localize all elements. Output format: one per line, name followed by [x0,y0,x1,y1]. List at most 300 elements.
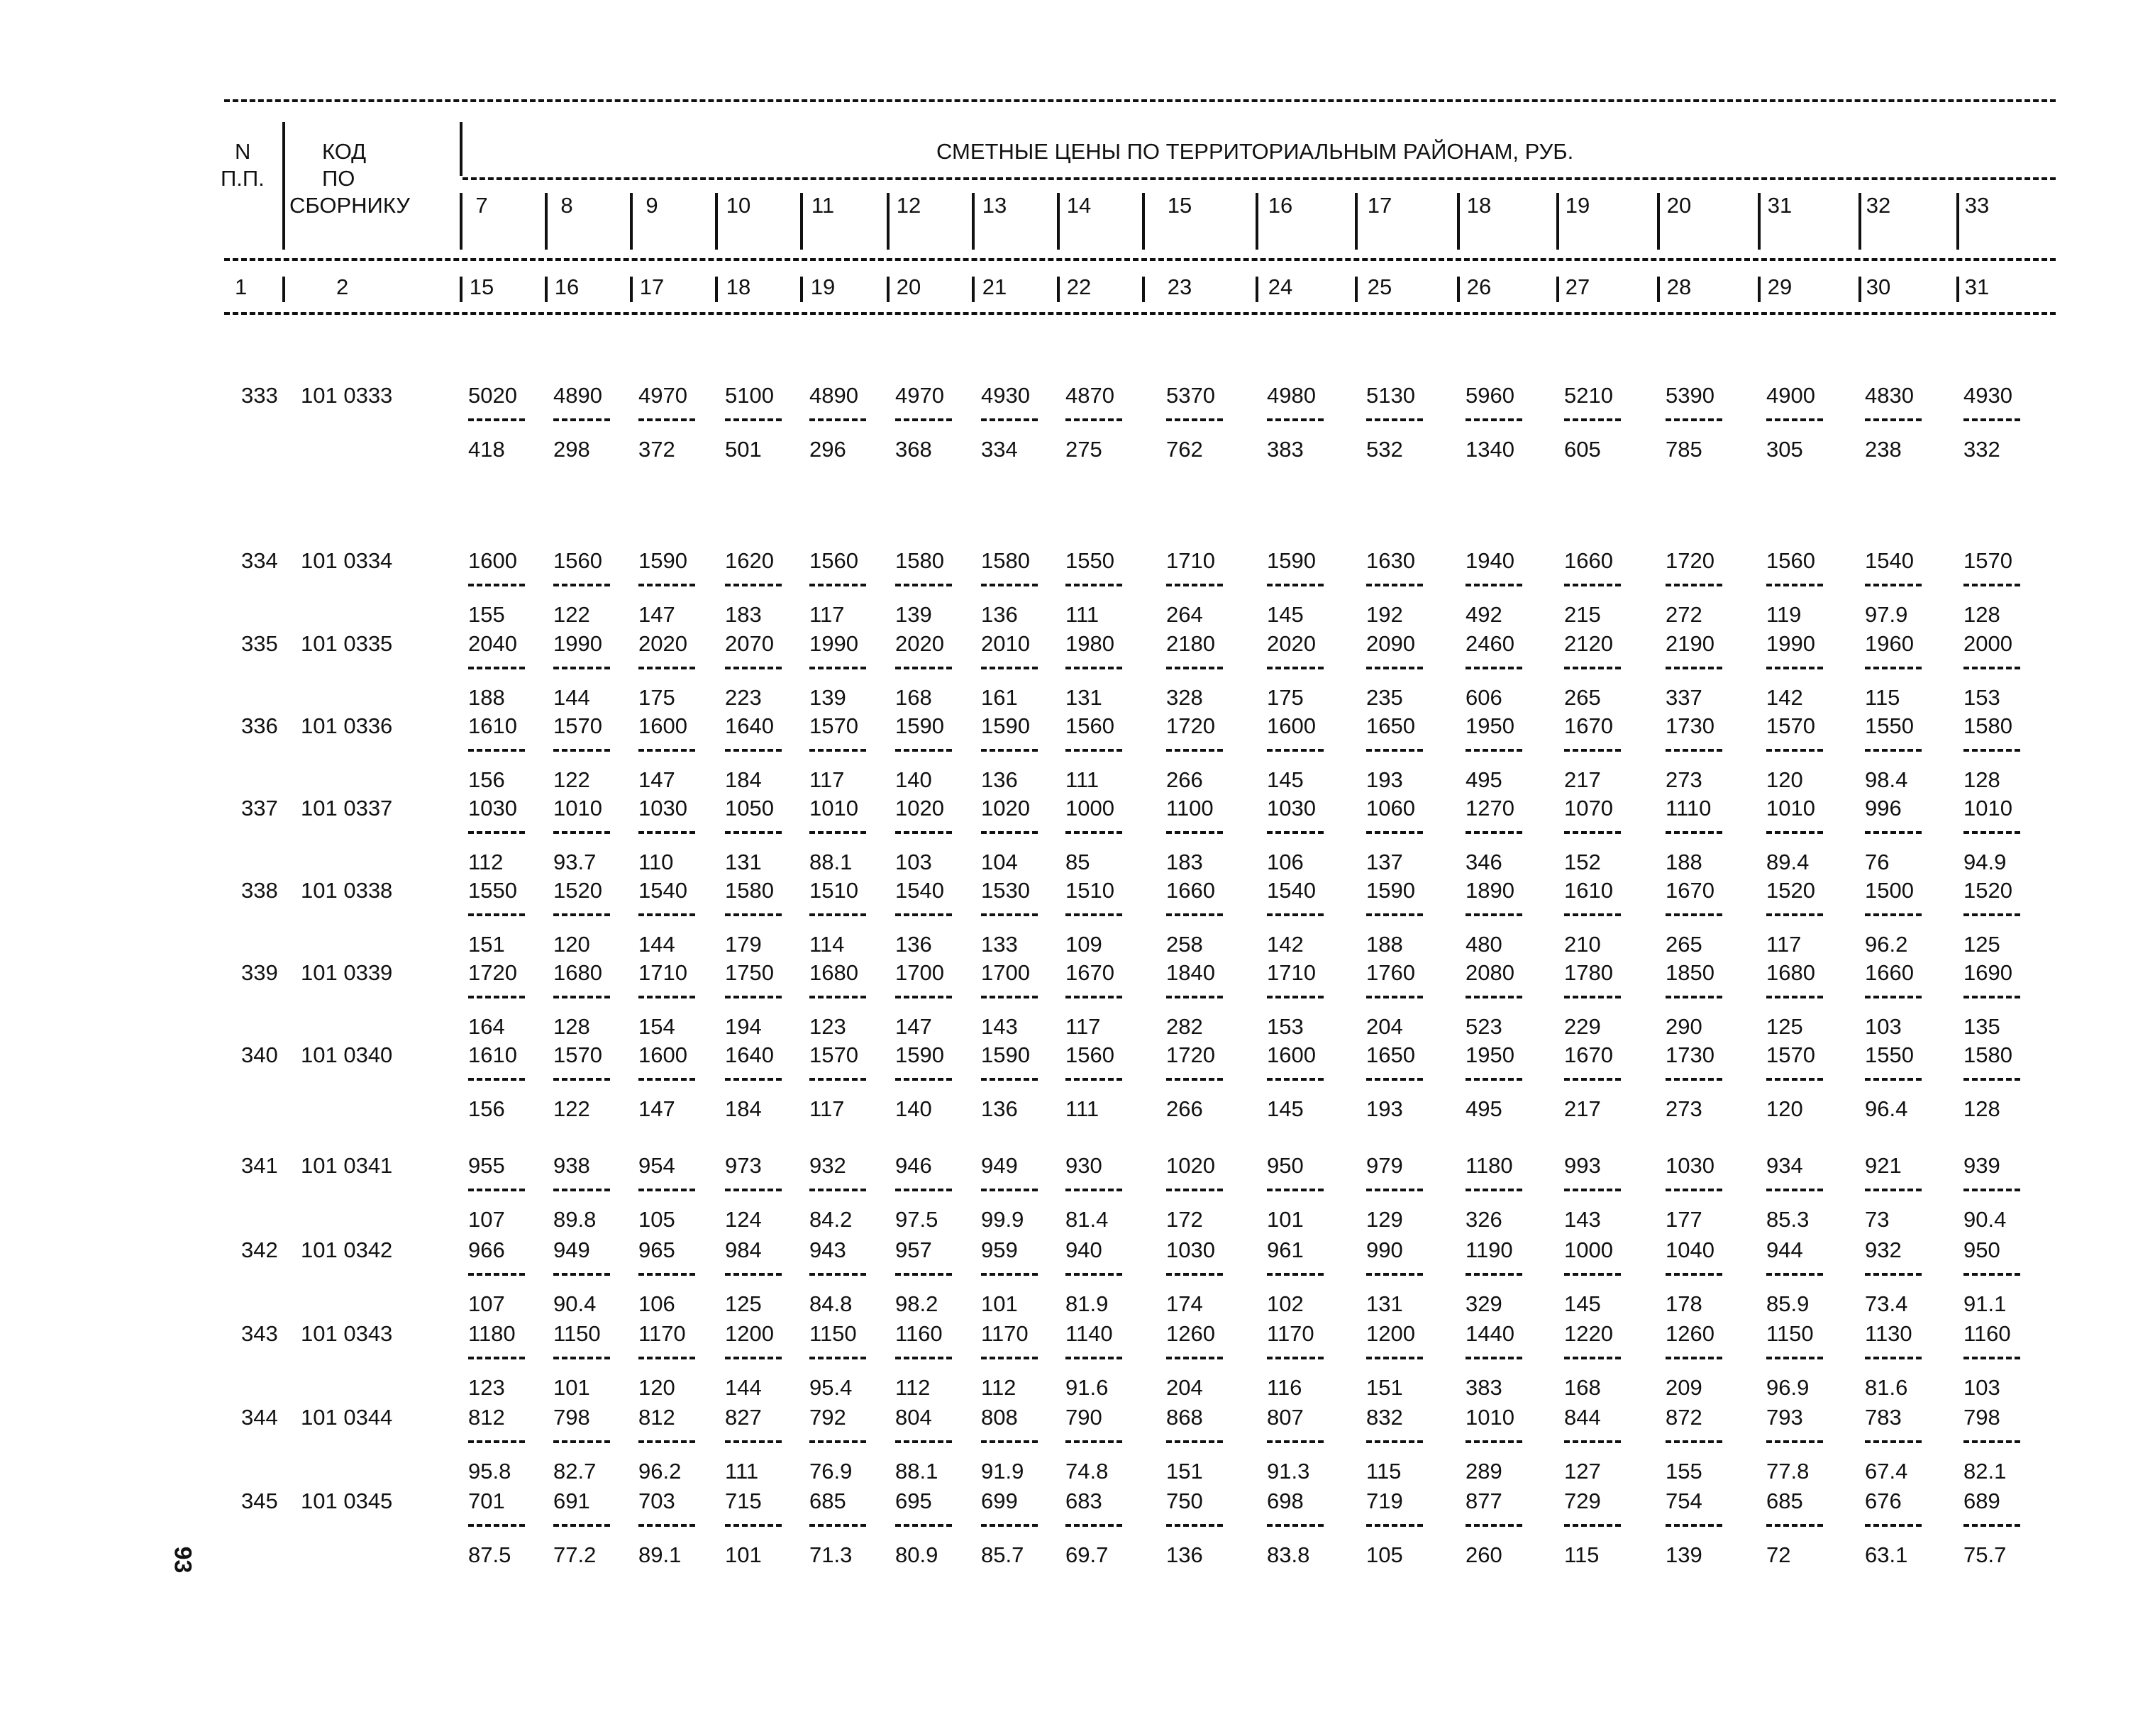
price-value: 2020 [895,631,944,656]
price-value: 1680 [553,960,602,985]
fraction-bar [981,418,1038,421]
price-value: 2070 [725,631,774,656]
price-sub-value: 85 [1065,850,1090,874]
price-sub-value: 368 [895,437,932,462]
fraction-bar [553,418,610,421]
price-sub-value: 112 [468,850,504,874]
fraction-bar [638,996,695,998]
price-sub-value: 89.8 [553,1207,597,1232]
fraction-bar [981,831,1038,834]
price-sub-value: 63.1 [1865,1542,1908,1567]
price-sub-value: 85.7 [981,1542,1024,1567]
price-value: 1750 [725,960,774,985]
vrule-n [282,122,285,250]
price-sub-value: 147 [895,1014,932,1039]
price-value: 1610 [1564,878,1613,903]
price-sub-value: 266 [1166,767,1203,792]
price-value: 1990 [1766,631,1815,656]
price-sub-value: 76.9 [809,1459,853,1484]
fraction-bar [725,913,782,916]
vrule-col [1956,193,1959,250]
price-value: 5020 [468,383,517,408]
fraction-bar [1963,667,2020,669]
fraction-bar [1564,667,1621,669]
price-value: 966 [468,1237,505,1262]
price-sub-value: 131 [725,850,762,874]
price-value: 1720 [1666,548,1714,573]
price-sub-value: 90.4 [1963,1207,2007,1232]
fraction-bar [1865,1189,1922,1191]
fraction-bar [1166,831,1223,834]
price-value: 792 [809,1405,846,1430]
price-sub-value: 103 [1963,1375,2000,1400]
fraction-bar [1963,584,2020,586]
price-sub-value: 156 [468,1096,505,1121]
vrule-col-low [630,277,633,302]
header-region: 7 [475,193,488,218]
fraction-bar [725,831,782,834]
price-sub-value: 112 [895,1375,931,1400]
fraction-bar [725,418,782,421]
price-sub-value: 115 [1564,1542,1600,1567]
fraction-bar [1366,584,1423,586]
fraction-bar [895,749,952,752]
price-value: 996 [1865,796,1902,820]
fraction-bar [725,1273,782,1276]
vrule-col-low [887,277,890,302]
fraction-bar [1963,1357,2020,1359]
price-sub-value: 151 [1166,1459,1203,1484]
price-sub-value: 151 [1366,1375,1403,1400]
price-value: 1960 [1865,631,1914,656]
fraction-bar [1666,1273,1722,1276]
row-code: 101 0336 [301,713,393,738]
fraction-bar [1166,1524,1223,1527]
row-code: 101 0337 [301,796,393,820]
price-value: 1640 [725,713,774,738]
price-sub-value: 123 [809,1014,846,1039]
fraction-bar [1166,1440,1223,1443]
price-value: 949 [553,1237,590,1262]
fraction-bar [638,1078,695,1081]
fraction-bar [1666,418,1722,421]
price-value: 754 [1666,1489,1702,1513]
header-column-number: 15 [469,274,494,299]
price-sub-value: 155 [468,602,505,627]
price-sub-value: 82.7 [553,1459,597,1484]
price-sub-value: 142 [1267,932,1304,957]
price-sub-value: 76 [1865,850,1890,874]
price-value: 1160 [1963,1321,2011,1346]
price-value: 1000 [1065,796,1114,820]
price-sub-value: 87.5 [468,1542,511,1567]
vrule-col-low [1057,277,1060,302]
header-region: 9 [646,193,658,218]
price-value: 1640 [725,1042,774,1067]
fraction-bar [1267,996,1324,998]
vrule-col [630,193,633,250]
fraction-bar [553,667,610,669]
price-value: 954 [638,1153,675,1178]
fraction-bar [1666,749,1722,752]
header-num-n: 1 [235,274,248,299]
price-sub-value: 183 [1166,850,1203,874]
price-value: 1550 [1065,548,1114,573]
price-value: 1680 [809,960,858,985]
price-value: 1620 [725,548,774,573]
fraction-bar [809,1524,866,1527]
price-sub-value: 168 [895,685,932,710]
price-sub-value: 122 [553,767,590,792]
fraction-bar [1466,1273,1522,1276]
price-sub-value: 125 [1766,1014,1803,1039]
price-sub-value: 103 [1865,1014,1902,1039]
price-value: 1760 [1366,960,1415,985]
fraction-bar [1366,1440,1423,1443]
price-value: 4970 [895,383,944,408]
price-sub-value: 605 [1564,437,1601,462]
price-value: 1020 [981,796,1030,820]
price-value: 1200 [725,1321,774,1346]
price-sub-value: 111 [1065,1096,1099,1121]
fraction-bar [981,1078,1038,1081]
fraction-bar [553,1078,610,1081]
price-sub-value: 80.9 [895,1542,938,1567]
price-sub-value: 103 [895,850,932,874]
price-sub-value: 193 [1366,1096,1403,1121]
fraction-bar [1065,996,1122,998]
fraction-bar [1166,913,1223,916]
price-value: 1020 [1166,1153,1215,1178]
price-value: 1170 [638,1321,686,1346]
price-sub-value: 785 [1666,437,1702,462]
price-value: 1560 [1065,713,1114,738]
row-number: 344 [241,1405,278,1430]
price-sub-value: 139 [1666,1542,1702,1567]
fraction-bar [1666,913,1722,916]
price-sub-value: 184 [725,767,762,792]
price-value: 699 [981,1489,1018,1513]
header-num-code: 2 [336,274,349,299]
price-sub-value: 153 [1267,1014,1304,1039]
fraction-bar [1166,1189,1223,1191]
header-region: 33 [1964,193,1990,218]
price-value: 1590 [638,548,687,573]
fraction-bar [1166,1078,1223,1081]
price-value: 5130 [1366,383,1415,408]
price-value: 1590 [981,713,1030,738]
price-value: 939 [1963,1153,2000,1178]
fraction-bar [1065,1357,1122,1359]
price-value: 1840 [1166,960,1215,985]
header-column-number: 19 [810,274,836,299]
header-region: 8 [560,193,573,218]
price-sub-value: 89.4 [1766,850,1810,874]
price-value: 4890 [553,383,602,408]
price-sub-value: 117 [1766,932,1802,957]
price-sub-value: 523 [1466,1014,1502,1039]
price-value: 1190 [1466,1237,1513,1262]
price-sub-value: 168 [1564,1375,1601,1400]
row-number: 345 [241,1489,278,1513]
price-sub-value: 332 [1963,437,2000,462]
price-value: 812 [468,1405,505,1430]
fraction-bar [1766,913,1823,916]
price-sub-value: 265 [1564,685,1601,710]
vrule-n-low [282,277,285,302]
fraction-bar [1865,749,1922,752]
header-region: 13 [982,193,1007,218]
price-sub-value: 266 [1166,1096,1203,1121]
price-sub-value: 136 [981,602,1018,627]
price-value: 1950 [1466,713,1514,738]
price-sub-value: 96.2 [638,1459,682,1484]
fraction-bar [1466,1357,1522,1359]
price-value: 4930 [981,383,1030,408]
price-value: 1850 [1666,960,1714,985]
price-sub-value: 125 [1963,932,2000,957]
price-value: 1580 [981,548,1030,573]
fraction-bar [638,1440,695,1443]
price-sub-value: 144 [725,1375,762,1400]
price-value: 1260 [1166,1321,1215,1346]
fraction-bar [1267,1273,1324,1276]
price-value: 1990 [809,631,858,656]
price-value: 1010 [1466,1405,1514,1430]
price-value: 1060 [1366,796,1415,820]
price-value: 701 [468,1489,505,1513]
price-value: 1660 [1865,960,1914,985]
price-value: 703 [638,1489,675,1513]
header-region: 16 [1268,193,1293,218]
price-value: 1540 [638,878,687,903]
header-region: 18 [1466,193,1492,218]
price-value: 872 [1666,1405,1702,1430]
price-sub-value: 272 [1666,602,1702,627]
price-sub-value: 235 [1366,685,1403,710]
fraction-bar [895,1189,952,1191]
price-value: 1170 [981,1321,1029,1346]
header-region: 20 [1666,193,1692,218]
price-value: 1720 [1166,713,1215,738]
fraction-bar [468,667,525,669]
fraction-bar [1366,418,1423,421]
fraction-bar [1865,667,1922,669]
price-value: 719 [1366,1489,1403,1513]
fraction-bar [1366,913,1423,916]
fraction-bar [895,1357,952,1359]
vrule-col-low [1355,277,1358,302]
fraction-bar [468,1357,525,1359]
price-value: 1030 [1666,1153,1714,1178]
fraction-bar [1766,1357,1823,1359]
row-code: 101 0339 [301,960,393,985]
price-value: 1610 [468,1042,517,1067]
fraction-bar [1963,1440,2020,1443]
vrule-col [1256,193,1258,250]
vrule-col [1758,193,1761,250]
row-code: 101 0340 [301,1042,393,1067]
price-value: 1600 [468,548,517,573]
price-sub-value: 139 [895,602,932,627]
price-value: 812 [638,1405,675,1430]
fraction-bar [1366,996,1423,998]
row-code: 101 0342 [301,1237,393,1262]
fraction-bar [1267,1078,1324,1081]
price-sub-value: 495 [1466,1096,1502,1121]
price-value: 950 [1267,1153,1304,1178]
header-region: 31 [1767,193,1793,218]
price-sub-value: 346 [1466,850,1502,874]
fraction-bar [638,1357,695,1359]
price-value: 1500 [1865,878,1914,903]
price-sub-value: 67.4 [1865,1459,1908,1484]
header-region: 19 [1565,193,1590,218]
fraction-bar [1166,1273,1223,1276]
header-column-number: 24 [1268,274,1293,299]
price-value: 5100 [725,383,774,408]
price-sub-value: 91.9 [981,1459,1024,1484]
price-sub-value: 188 [1666,850,1702,874]
fraction-bar [468,749,525,752]
price-sub-value: 238 [1865,437,1902,462]
fraction-bar [1466,1524,1522,1527]
fraction-bar [1766,831,1823,834]
price-sub-value: 116 [1267,1375,1302,1400]
header-region: 12 [896,193,921,218]
price-sub-value: 69.7 [1065,1542,1109,1567]
price-sub-value: 128 [1963,1096,2000,1121]
row-number: 333 [241,383,278,408]
row-number: 343 [241,1321,278,1346]
price-value: 1670 [1564,713,1613,738]
price-value: 1780 [1564,960,1613,985]
vrule-col [1355,193,1358,250]
price-sub-value: 151 [468,932,505,957]
header-region: 11 [811,193,835,218]
page-number: 93 [169,1546,196,1574]
price-sub-value: 184 [725,1096,762,1121]
fraction-bar [1466,1440,1522,1443]
price-sub-value: 82.1 [1963,1459,2007,1484]
fraction-bar [725,1078,782,1081]
price-sub-value: 177 [1666,1207,1702,1232]
price-sub-value: 175 [638,685,675,710]
title-underline [462,177,2056,180]
fraction-bar [1865,1440,1922,1443]
price-value: 1140 [1065,1321,1113,1346]
fraction-bar [809,913,866,916]
price-sub-value: 105 [638,1207,675,1232]
price-sub-value: 115 [1366,1459,1402,1484]
price-value: 1010 [1963,796,2012,820]
fraction-bar [981,913,1038,916]
price-value: 1180 [1466,1153,1513,1178]
price-sub-value: 93.7 [553,850,597,874]
header-column-number: 23 [1167,274,1192,299]
price-value: 5210 [1564,383,1613,408]
price-sub-value: 119 [1766,602,1802,627]
price-value: 946 [895,1153,932,1178]
vrule-col-low [460,277,462,302]
fraction-bar [981,667,1038,669]
price-sub-value: 123 [468,1375,505,1400]
price-sub-value: 98.2 [895,1291,938,1316]
fraction-bar [1065,584,1122,586]
price-value: 1570 [809,1042,858,1067]
fraction-bar [1963,1524,2020,1527]
price-value: 1570 [1766,1042,1815,1067]
price-sub-value: 204 [1166,1375,1203,1400]
price-sub-value: 96.9 [1766,1375,1810,1400]
row-number: 339 [241,960,278,985]
price-value: 5390 [1666,383,1714,408]
fraction-bar [1466,584,1522,586]
price-sub-value: 94.9 [1963,850,2007,874]
price-value: 1200 [1366,1321,1415,1346]
price-sub-value: 143 [981,1014,1018,1039]
price-value: 1050 [725,796,774,820]
price-value: 2180 [1166,631,1215,656]
fraction-bar [1564,584,1621,586]
price-sub-value: 264 [1166,602,1203,627]
price-sub-value: 95.4 [809,1375,853,1400]
price-sub-value: 258 [1166,932,1203,957]
price-sub-value: 111 [725,1459,759,1484]
fraction-bar [809,1189,866,1191]
price-sub-value: 117 [809,767,845,792]
price-sub-value: 136 [981,1096,1018,1121]
price-sub-value: 104 [981,850,1018,874]
price-sub-value: 298 [553,437,590,462]
price-sub-value: 128 [1963,602,2000,627]
price-sub-value: 215 [1564,602,1601,627]
header-column-number: 31 [1964,274,1990,299]
price-sub-value: 114 [809,932,845,957]
vrule-col-low [972,277,975,302]
header-region: 32 [1866,193,1891,218]
header-code-sub: СБОРНИКУ [289,193,410,218]
fraction-bar [981,1357,1038,1359]
price-sub-value: 101 [981,1291,1018,1316]
fraction-bar [1666,1078,1722,1081]
price-value: 1730 [1666,713,1714,738]
price-value: 1560 [553,548,602,573]
price-value: 1520 [553,878,602,903]
price-value: 1150 [809,1321,857,1346]
price-value: 2010 [981,631,1030,656]
price-value: 973 [725,1153,762,1178]
price-sub-value: 275 [1065,437,1102,462]
price-value: 1110 [1666,796,1712,820]
price-sub-value: 144 [638,932,675,957]
fraction-bar [895,913,952,916]
price-value: 798 [553,1405,590,1430]
price-value: 783 [1865,1405,1902,1430]
fraction-bar [1963,749,2020,752]
price-sub-value: 418 [468,437,505,462]
price-value: 685 [1766,1489,1803,1513]
price-sub-value: 71.3 [809,1542,853,1567]
price-sub-value: 90.4 [553,1291,597,1316]
fraction-bar [895,1273,952,1276]
price-sub-value: 85.9 [1766,1291,1810,1316]
header-column-number: 22 [1066,274,1092,299]
row-number: 340 [241,1042,278,1067]
vrule-col-low [1858,277,1861,302]
fraction-bar [1766,996,1823,998]
price-sub-value: 128 [553,1014,590,1039]
